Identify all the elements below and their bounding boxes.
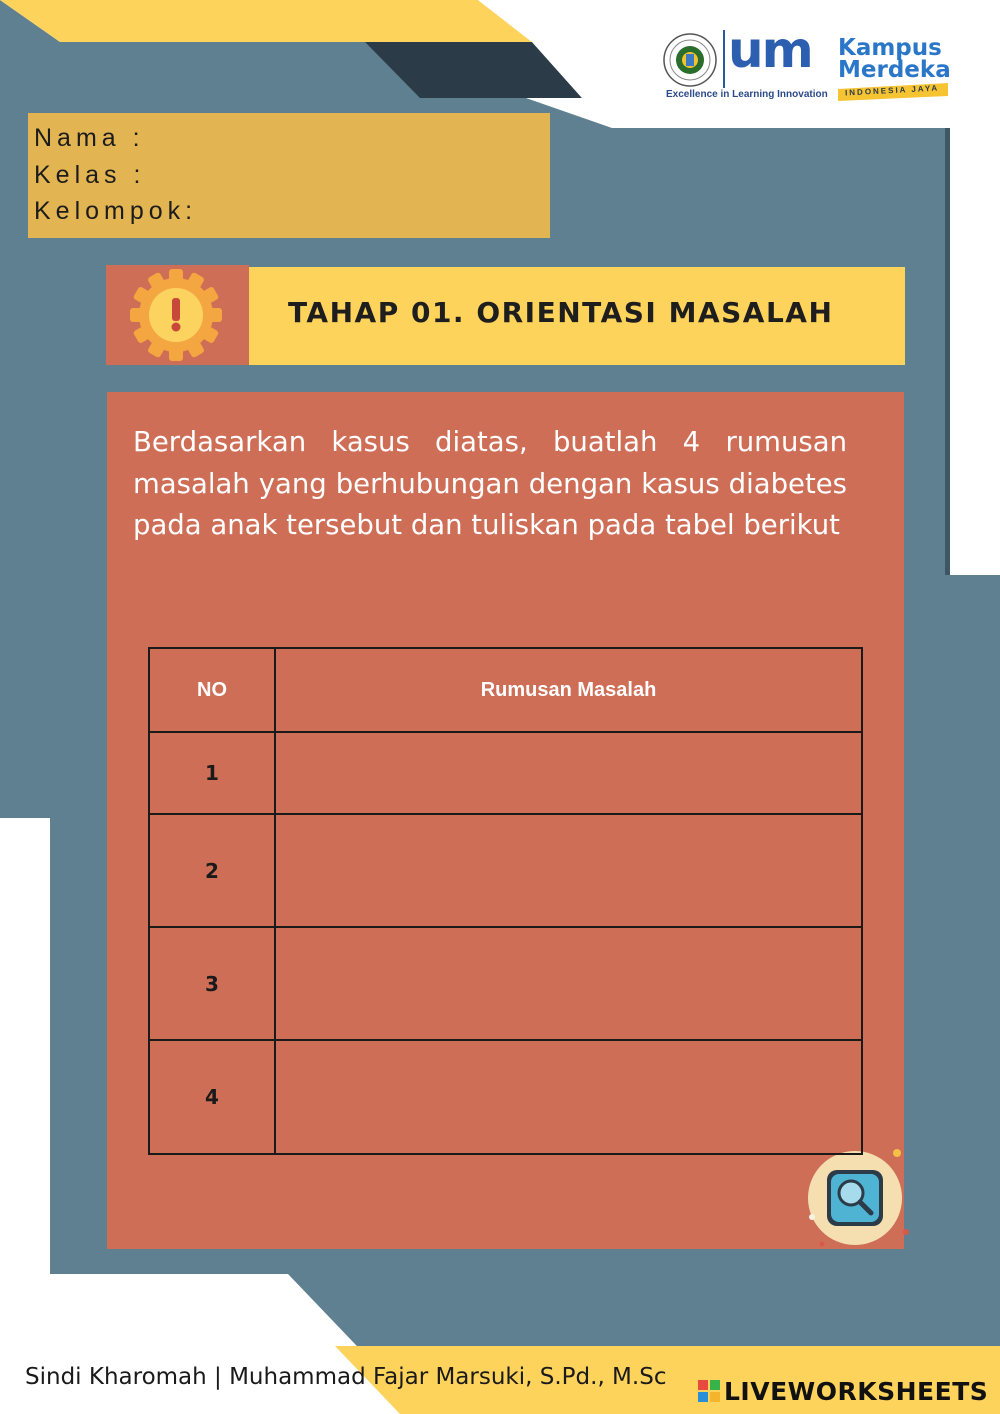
header-rumusan-masalah: Rumusan Masalah: [275, 648, 862, 732]
stage-title: TAHAP 01. ORIENTASI MASALAH: [288, 296, 834, 329]
right-panel-shadow: [945, 128, 950, 575]
table-row: [149, 814, 862, 927]
liveworksheets-logo: [698, 1380, 720, 1402]
row-number: 4: [149, 1040, 275, 1154]
answer-cell-3[interactable]: [275, 927, 862, 1040]
row-number: 1: [149, 732, 275, 814]
table-row: [149, 732, 862, 814]
um-logo-letters: um: [728, 21, 812, 79]
liveworksheets-watermark: LIVEWORKSHEETS: [724, 1377, 989, 1406]
answer-cell-1[interactable]: [275, 732, 862, 814]
row-number: 2: [149, 814, 275, 927]
answer-cell-4[interactable]: [275, 1040, 862, 1154]
kelompok-label: Kelompok:: [34, 197, 198, 225]
top-yellow-stripe: [0, 0, 532, 42]
footer-authors: Sindi Kharomah | Muhammad Fajar Marsuki, S.Pd., M.Sc: [25, 1364, 667, 1390]
liveworksheets-icon: [698, 1380, 720, 1402]
instruction-text: Berdasarkan kasus diatas, buatlah 4 rumusan masalah yang berhubungan dengan kasus diabetes pada anak tersebut dan tuliskan pada tabel berikut: [133, 426, 847, 541]
identity-box: [34, 120, 544, 230]
rumusan-masalah-table: [148, 647, 863, 1155]
answer-cell-2[interactable]: [275, 814, 862, 927]
table-header-row: [149, 648, 862, 732]
university-seal-logo: [664, 34, 716, 86]
kampus-merdeka-line1: Kampus: [838, 35, 942, 61]
nama-label: Nama :: [34, 124, 145, 152]
logo-divider: [723, 30, 725, 88]
row-number: 3: [149, 927, 275, 1040]
kelas-label: Kelas :: [34, 160, 146, 189]
um-logo-tagline: Excellence in Learning Innovation: [666, 89, 828, 100]
kampus-merdeka-banner-text: INDONESIA JAYA: [844, 83, 940, 98]
table-row: [149, 927, 862, 1040]
header-no: NO: [149, 648, 275, 732]
kampus-merdeka-line2: Merdeka: [838, 57, 951, 83]
table-row: [149, 1040, 862, 1154]
